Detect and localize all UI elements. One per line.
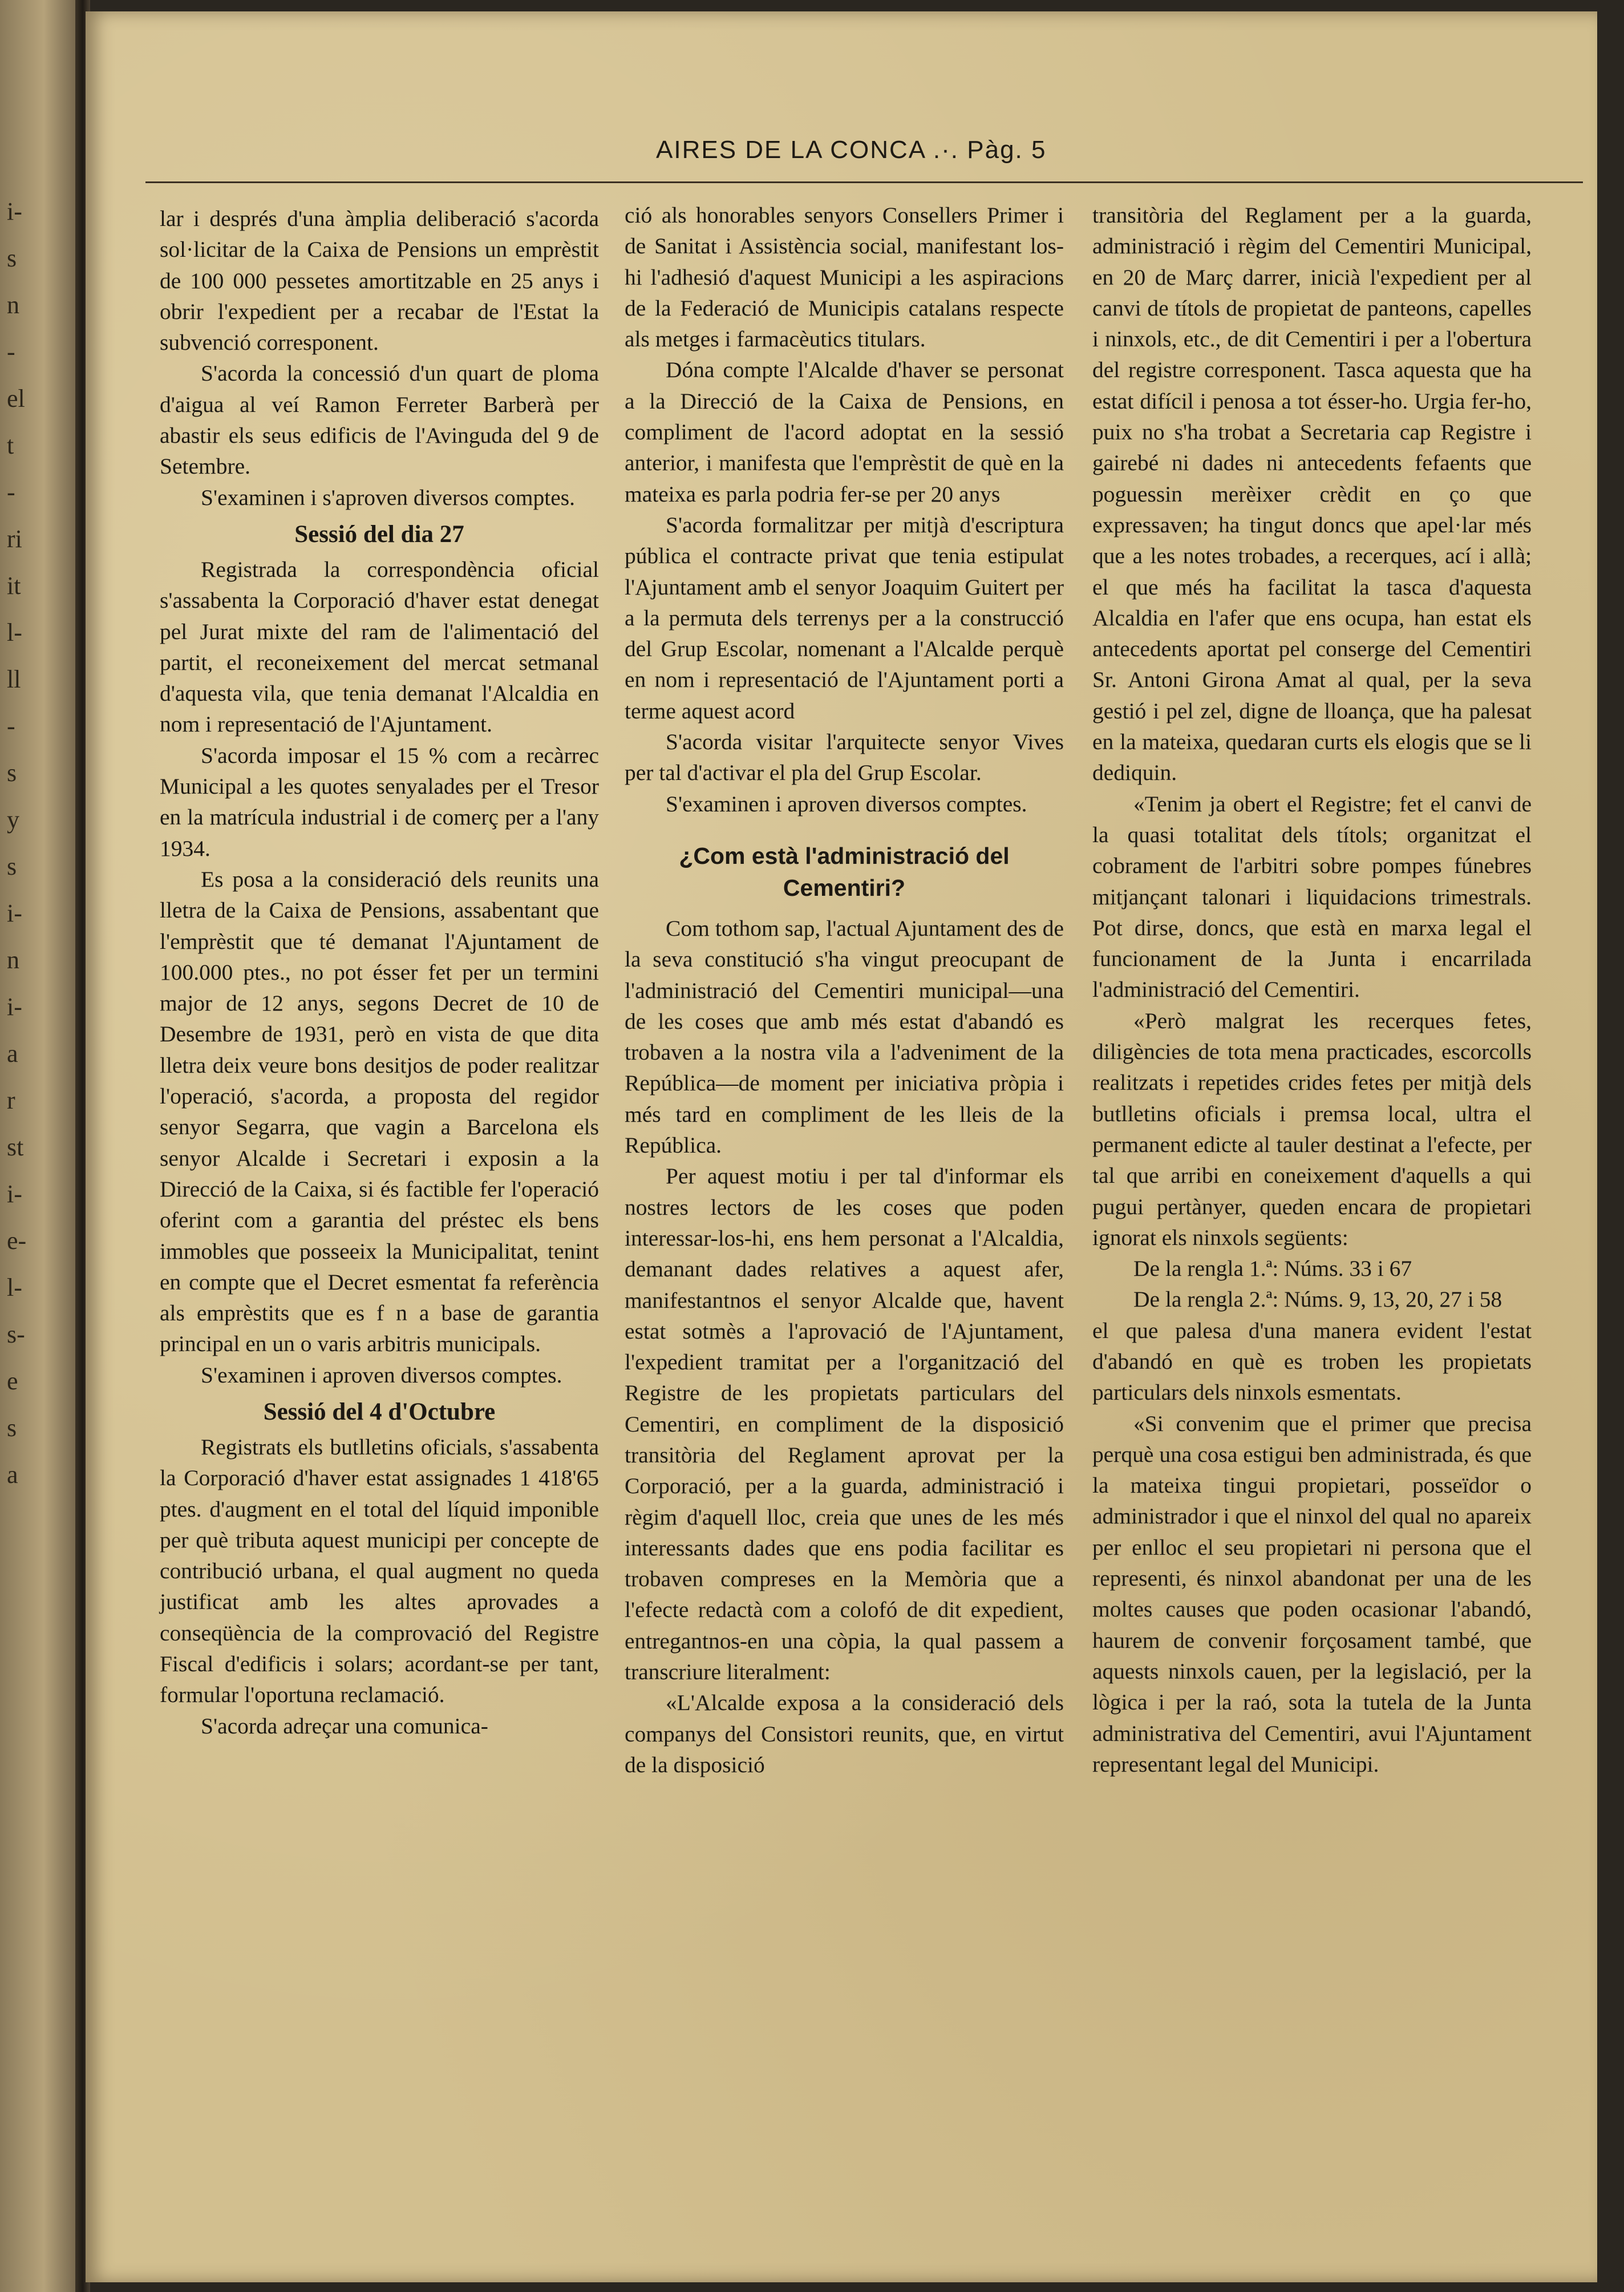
previous-page-fragment: s — [7, 244, 17, 272]
previous-page-fragment: l- — [7, 1274, 22, 1301]
column-left — [160, 203, 599, 1741]
paragraph: Registrats els butlletins oficials, s'assabenta la Corporació d'haver estat assignades 1 418'65 ptes. d'augment en el total del líquid imponible per què tributa aquest municipi per concepte de contribució urbana, el qual augment no queda justificat amb les altes aprovades a conseqüència de la comprovació del Registre Fiscal d'edificis i solars; acordant-se per tant, formular l'oportuna reclamació. — [160, 1434, 599, 1708]
previous-page-fragment: y — [7, 806, 19, 834]
paragraph: transitòria del Reglament per a la guarda, administració i règim del Cementiri Municipal, en 20 de Març darrer, inicià l'expedient per al canvi de títols de propietat de panteons, capelles i ninxols, etc., de dit Cementiri i per a l'obertura del registre corresponent. Tasca aquesta que ha estat difícil i penosa a tot ésser-ho. Urgia fer-ho, puix no s'ha trobat a Secretaria cap Registre i gairebé ni dades ni antecedents fefaents que poguessin merèixer crèdit en ço que expressaven; ha tingut doncs que apel·lar més que a les notes trobades, a recerques, ací i allà; el que més ha facilitat la tasca d'aquesta Alcaldia en l'afer que ens ocupa, han estat els antecedents aportat pel conserge del Cementiri Sr. Antoni Girona Amat al qual, per la seva gestió i pel zel, digne de lloança, que ha palesat en la mateixa, quedaran curts els elogis que se li dediquin. — [1092, 203, 1532, 786]
previous-page-fragment: l- — [7, 619, 22, 646]
paragraph: Dóna compte l'Alcalde d'haver se personat a la Direcció de la Caixa de Pensions, en compliment de l'acord adoptat en la sessió anterior, i manifesta que l'emprèstit de què en la mateixa es parla podria fer-se per 20 anys — [625, 357, 1064, 507]
previous-page-fragment: ll — [7, 665, 21, 693]
paragraph: S'acorda visitar l'arquitecte senyor Vives per tal d'activar el pla del Grup Escolar. — [625, 729, 1064, 786]
previous-page-fragment: s — [7, 759, 17, 787]
previous-page-fragment: s — [7, 852, 17, 880]
paragraph: el que palesa d'una manera evident l'estat d'abandó en què es troben les propietats particulars dels ninxols esmentats. — [1092, 1317, 1532, 1405]
column-right — [1092, 200, 1532, 1780]
previous-page-fragment: el — [7, 385, 25, 413]
paragraph: lar i després d'una àmplia deliberació s'acorda sol·licitar de la Caixa de Pensions un emprèstit de 100 000 pessetes amortitzable en 25 anys i obrir l'expedient per a recabar de l'Estat la subvenció corresponent. — [160, 206, 599, 355]
paragraph: S'examinen i s'aproven diversos comptes. — [201, 484, 575, 510]
paragraph: «L'Alcalde exposa a la consideració dels companys del Consistori reunits, que, en virtut de la disposició — [625, 1690, 1064, 1777]
previous-page-fragment: ri — [7, 525, 22, 553]
paragraph: S'acorda formalitzar per mitjà d'escriptura pública el contracte privat que tenia estipulat l'Ajuntament amb el senyor Joaquim Guitert per a la permuta dels terrenys per a la construcció del Grup Escolar, nomenant a l'Alcalde perquè en nom i representació de l'Ajuntament porti a terme aquest acord — [625, 512, 1064, 723]
previous-page-fragment: s — [7, 1414, 17, 1442]
previous-page-fragment: t — [7, 431, 14, 459]
previous-page-fragment: a — [7, 1461, 18, 1489]
article-headline: ¿Com està l'administració del Cementiri? — [679, 842, 1010, 901]
previous-page-fragment: e — [7, 1367, 18, 1395]
previous-page-fragment: s- — [7, 1320, 25, 1348]
paragraph: «Tenim ja obert el Registre; fet el canvi de la quasi totalitat dels títols; organitzat el cobrament de l'arbitri sobre pompes fúnebres mitjançant talonari i liquidacions trimestrals. Pot dirse, doncs, que està en marxa legal el funcionament de la Junta i encarrilada l'administració del Cementiri. — [1092, 791, 1532, 1003]
paragraph: S'acorda adreçar una comunica- — [201, 1713, 488, 1739]
list-item: De la rengla 2.ª: Núms. 9, 13, 20, 27 i 58 — [1133, 1287, 1502, 1312]
previous-page-fragment: - — [7, 478, 15, 506]
paragraph: Es posa a la consideració dels reunits una lletra de la Caixa de Pensions, assabentant que l'emprèstit que té demanat l'Ajuntament de 100.000 ptes., no pot ésser fet per un termini major de 12 anys, segons Decret de 10 de Desembre de 1931, però en vista de que dita lletra deix veure bons desitjos de poder realitzar l'operació, s'acorda, a proposta del regidor senyor Segarra, que vagin a Barcelona els senyor Alcalde i Secretari i exposin a la Direcció de la Caixa, si és factible fer l'operació oferint com a garantia del préstec els bens immobles que posseeix la Municipalitat, tenint en compte que el Decret esmentat fa referència als emprèstits que es f n a base de garantia principal en un o varis arbitris municipals. — [160, 866, 599, 1357]
previous-page-edge — [0, 0, 80, 2292]
paragraph: S'examinen i aproven diversos comptes. — [201, 1362, 562, 1388]
previous-page-fragment: i- — [7, 1180, 22, 1208]
paragraph: Per aquest motiu i per tal d'informar els nostres lectors de les coses que poden interessar-los-hi, ens hem personat a l'Alcaldia, demanant dades relatives a aquest afer, manifestantnos el senyor Alcalde que, havent estat sotmès a l'aprovació de l'Ajuntament, l'expedient tramitat per a l'organització del Registre de les propietats particulars del Cementiri, en compliment de la disposició transitòria del Reglament aprovat per la Corporació, per a la guarda, administració i règim d'aquell lloc, creia que unes de les més interessants dades que ens podia facilitar es trobaven compreses en la Memòria que a l'efecte redactà com a colofó de dit expedient, entregantnos-en una còpia, la qual passem a transcriure literalment: — [625, 1163, 1064, 1685]
previous-page-fragment: st — [7, 1133, 24, 1161]
paragraph: S'acorda la concessió d'un quart de ploma d'aigua al veí Ramon Ferreter Barberà per abastir els seus edificis de l'Avinguda del 9 de Setembre. — [160, 361, 599, 479]
previous-page-fragment: r — [7, 1086, 15, 1114]
previous-page-fragment: - — [7, 338, 15, 366]
list-item: De la rengla 1.ª: Núms. 33 i 67 — [1133, 1256, 1412, 1282]
previous-page-fragment: n — [7, 291, 19, 319]
previous-page-fragment: n — [7, 946, 19, 974]
previous-page-fragment: e- — [7, 1227, 27, 1255]
previous-page-fragment: a — [7, 1040, 18, 1068]
previous-page-fragments — [7, 188, 70, 1498]
newspaper-page — [86, 11, 1597, 2282]
previous-page-fragment: - — [7, 712, 15, 740]
previous-page-fragment: i- — [7, 899, 22, 927]
paragraph: S'acorda imposar el 15 % com a recàrrec Municipal a les quotes senyalades per el Tresor en la matrícula industrial i de comerç per a l'any 1934. — [160, 742, 599, 861]
paragraph: ció als honorables senyors Consellers Primer i de Sanitat i Assistència social, manifestant los-hi l'adhesió d'aquest Municipi a les aspiracions de la Federació de Municipis catalans respecte als metges i farmacèutics titulars. — [625, 203, 1064, 352]
paragraph: Com tothom sap, l'actual Ajuntament des de la seva constitució s'ha vingut preocupant de l'administració del Cementiri municipal—una de les coses que amb més estat d'abandó es trobaven a la nostra vila a l'adveniment de la República—de moment per iniciativa pròpia i més tard en compliment de les lleis de la República. — [625, 915, 1064, 1158]
column-middle — [625, 200, 1064, 1780]
section-heading: Sessió del 4 d'Octubre — [263, 1398, 496, 1425]
section-heading: Sessió del dia 27 — [294, 520, 464, 548]
paragraph: «Però malgrat les recerques fetes, diligències de tota mena practicades, escorcolls realitzats i repetides crides fetes per mitjà dels butlletins oficials i premsa local, ultra el permanent edicte al tauler destinat a l'efecte, per tal que arribi en coneixement d'aquells a qui pugui pertànyer, queden encara de propietari ignorat els ninxols següents: — [1092, 1008, 1532, 1250]
previous-page-fragment: i- — [7, 993, 22, 1021]
paragraph: «Si convenim que el primer que precisa perquè una cosa estigui ben administrada, és que la mateixa tingui propietari, posseïdor o administrador i que el ninxol del qual no apareix per enlloc el seu propietari ni persona que el representi, és ninxol abandonat per una de les moltes causes que poden ocasionar l'abandó, haurem de convenir forçosament també, que aquests ninxols cauen, per la legislació, per la lògica i per la raó, sota la tutela de la Junta administrativa del Cementiri, avui l'Ajuntament representant legal del Municipi. — [1092, 1410, 1532, 1777]
previous-page-fragment: it — [7, 572, 21, 600]
previous-page-fragment: i- — [7, 197, 22, 225]
running-header: AIRES DE LA CONCA .·. Pàg. 5 — [656, 136, 1047, 164]
header-rule — [145, 181, 1583, 183]
paragraph: Registrada la correspondència oficial s'assabenta la Corporació d'haver estat denegat pel Jurat mixte del ram de l'alimentació del partit, el reconeixement del mercat setmanal d'aquesta vila, que tenia demanat l'Alcaldia en nom i representació de l'Ajuntament. — [160, 556, 599, 737]
paragraph: S'examinen i aproven diversos comptes. — [666, 791, 1027, 816]
